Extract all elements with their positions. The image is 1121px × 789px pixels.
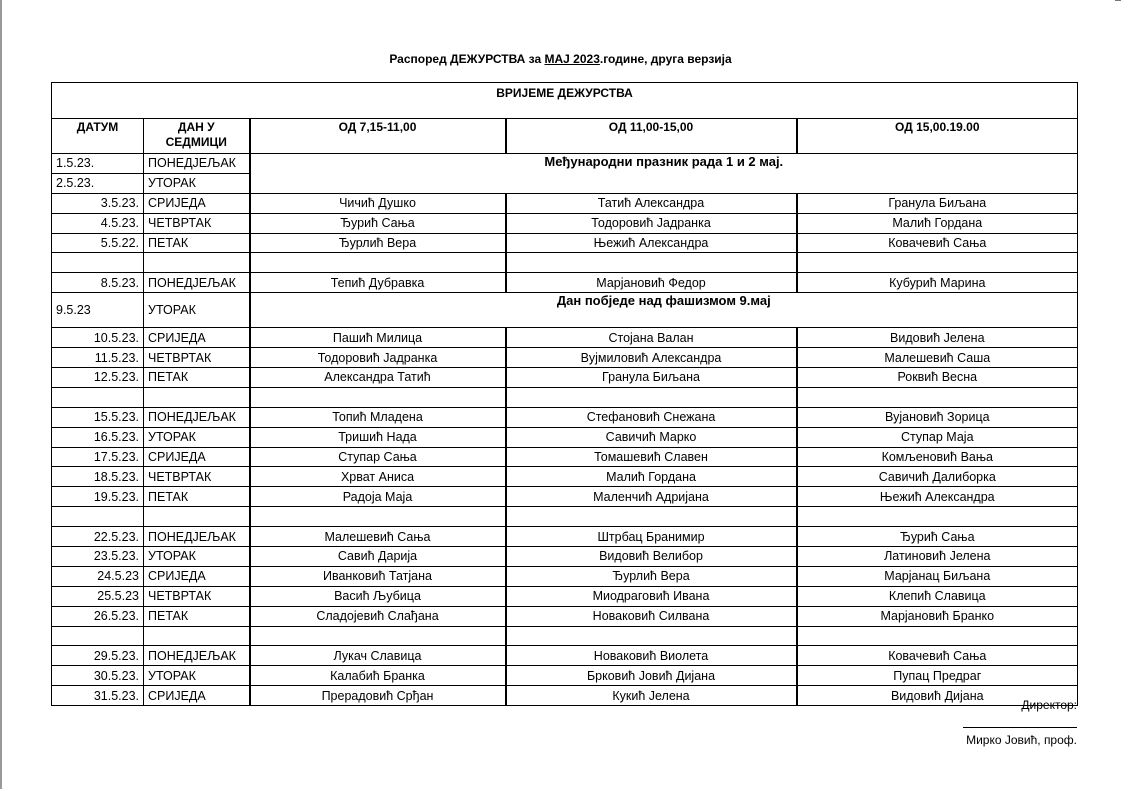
shift-3-cell: Малешевић Саша — [797, 348, 1078, 368]
shift-2-cell: Савичић Марко — [506, 427, 797, 447]
page-left-edge — [0, 0, 2, 789]
shift-3-cell: Комљеновић Вања — [797, 447, 1078, 467]
table-row — [52, 467, 1078, 487]
date-cell: 22.5.23. — [52, 527, 144, 547]
shift-2-cell: Маленчић Адријана — [506, 487, 797, 507]
day-cell: ПЕТАК — [144, 487, 250, 507]
shift-2-cell: Томашевић Славен — [506, 447, 797, 467]
shift-1-cell: Васић Љубица — [250, 586, 506, 606]
spacer-row — [52, 626, 1078, 646]
shift-1-cell: Сладојевић Слађана — [250, 606, 506, 626]
table-row — [52, 233, 1078, 253]
signature-line — [963, 727, 1077, 728]
day-cell: ПОНЕДЈЕЉАК — [144, 407, 250, 427]
shift-2-cell: Гранула Биљана — [506, 368, 797, 388]
shift-2-cell: Стојана Валан — [506, 328, 797, 348]
day-cell: СРИЈЕДА — [144, 328, 250, 348]
table-row — [52, 293, 1078, 328]
shift-3-cell: Клепић Славица — [797, 586, 1078, 606]
table-row — [52, 566, 1078, 586]
shift-1-cell: Хрват Аниса — [250, 467, 506, 487]
shift-2-cell: Брковић Јовић Дијана — [506, 666, 797, 686]
table-row — [52, 213, 1078, 233]
date-cell: 17.5.23. — [52, 447, 144, 467]
day-cell: СРИЈЕДА — [144, 447, 250, 467]
shift-3-cell: Ступар Маја — [797, 427, 1078, 447]
shift-3-cell: Малић Гордана — [797, 213, 1078, 233]
title-month: МАЈ 2023 — [544, 52, 600, 66]
date-cell: 25.5.23 — [52, 586, 144, 606]
empty-cell — [506, 387, 797, 407]
shift-2-cell: Марјановић Федор — [506, 273, 797, 293]
day-cell: УТОРАК — [144, 547, 250, 567]
shift-3-cell: Пупац Предраг — [797, 666, 1078, 686]
shift-1-cell: Радоја Маја — [250, 487, 506, 507]
shift-2-cell: Ђурлић Вера — [506, 566, 797, 586]
header-shift-2: ОД 11,00-15,00 — [506, 119, 797, 154]
shift-3-cell: Ковачевић Сања — [797, 233, 1078, 253]
header-shift-1: ОД 7,15-11,00 — [250, 119, 506, 154]
empty-cell — [144, 253, 250, 273]
duty-schedule-table — [51, 82, 1078, 706]
table-row — [52, 686, 1078, 706]
shift-2-cell: Новаковић Силвана — [506, 606, 797, 626]
page-corner-mark — [1115, 0, 1121, 1]
day-cell: ПОНЕДЈЕЉАК — [144, 154, 250, 174]
empty-cell — [797, 387, 1078, 407]
signature-label: Директор: — [1021, 698, 1077, 712]
date-cell: 23.5.23. — [52, 547, 144, 567]
shift-3-cell: Савичић Далиборка — [797, 467, 1078, 487]
shift-1-cell: Калабић Бранка — [250, 666, 506, 686]
shift-2-cell: Њежић Александра — [506, 233, 797, 253]
shift-2-cell: Вујмиловић Александра — [506, 348, 797, 368]
shift-2-cell: Стефановић Снежана — [506, 407, 797, 427]
date-cell: 2.5.23. — [52, 173, 144, 193]
table-row — [52, 273, 1078, 293]
shift-2-cell: Видовић Велибор — [506, 547, 797, 567]
day-cell: ПЕТАК — [144, 368, 250, 388]
date-cell: 10.5.23. — [52, 328, 144, 348]
date-cell: 19.5.23. — [52, 487, 144, 507]
empty-cell — [250, 387, 506, 407]
date-cell: 12.5.23. — [52, 368, 144, 388]
date-cell: 5.5.22. — [52, 233, 144, 253]
shift-3-cell: Кубурић Марина — [797, 273, 1078, 293]
shift-1-cell: Топић Младена — [250, 407, 506, 427]
shift-3-cell: Марјанац Биљана — [797, 566, 1078, 586]
shift-2-cell: Кукић Јелена — [506, 686, 797, 706]
table-row — [52, 368, 1078, 388]
date-cell: 30.5.23. — [52, 666, 144, 686]
shift-3-cell: Латиновић Јелена — [797, 547, 1078, 567]
date-cell: 11.5.23. — [52, 348, 144, 368]
empty-cell — [52, 626, 144, 646]
empty-cell — [250, 253, 506, 273]
day-cell: ПОНЕДЈЕЉАК — [144, 527, 250, 547]
shift-2-cell: Малић Гордана — [506, 467, 797, 487]
empty-cell — [797, 626, 1078, 646]
shift-2-cell: Татић Александра — [506, 193, 797, 213]
table-row — [52, 427, 1078, 447]
shift-2-cell: Новаковић Виолета — [506, 646, 797, 666]
shift-1-cell: Лукач Славица — [250, 646, 506, 666]
day-cell: ПОНЕДЈЕЉАК — [144, 646, 250, 666]
table-row — [52, 193, 1078, 213]
shift-3-cell: Вујановић Зорица — [797, 407, 1078, 427]
empty-cell — [144, 387, 250, 407]
shift-1-cell: Тепић Дубравка — [250, 273, 506, 293]
date-cell: 9.5.23 — [52, 293, 144, 328]
shift-1-cell: Ступар Сања — [250, 447, 506, 467]
header-day: ДАН У СЕДМИЦИ — [144, 119, 250, 154]
shift-1-cell: Ђурић Сања — [250, 213, 506, 233]
empty-cell — [144, 626, 250, 646]
empty-cell — [52, 253, 144, 273]
shift-3-cell: Видовић Јелена — [797, 328, 1078, 348]
shift-1-cell: Пашић Милица — [250, 328, 506, 348]
empty-cell — [144, 507, 250, 527]
column-header-row — [52, 119, 1078, 154]
shift-1-cell: Тришић Нада — [250, 427, 506, 447]
empty-cell — [250, 626, 506, 646]
date-cell: 15.5.23. — [52, 407, 144, 427]
table-row — [52, 407, 1078, 427]
shift-2-cell: Тодоровић Јадранка — [506, 213, 797, 233]
shift-1-cell: Иванковић Татјана — [250, 566, 506, 586]
date-cell: 8.5.23. — [52, 273, 144, 293]
date-cell: 29.5.23. — [52, 646, 144, 666]
shift-3-cell: Видовић Дијана — [797, 686, 1078, 706]
shift-3-cell: Роквић Весна — [797, 368, 1078, 388]
document-title — [0, 52, 1121, 66]
empty-cell — [52, 507, 144, 527]
date-cell: 18.5.23. — [52, 467, 144, 487]
date-cell: 1.5.23. — [52, 154, 144, 174]
day-cell: ПОНЕДЈЕЉАК — [144, 273, 250, 293]
holiday-labour-day: Међународни празник рада 1 и 2 мај. — [250, 154, 1078, 194]
day-cell: ПЕТАК — [144, 233, 250, 253]
table-row — [52, 666, 1078, 686]
date-cell: 24.5.23 — [52, 566, 144, 586]
day-cell: СРИЈЕДА — [144, 686, 250, 706]
shift-3-cell: Гранула Биљана — [797, 193, 1078, 213]
title-suffix: .године, друга верзија — [599, 52, 732, 66]
shift-1-cell: Прерадовић Срђан — [250, 686, 506, 706]
day-cell: СРИЈЕДА — [144, 566, 250, 586]
signature-name: Мирко Јовић, проф. — [966, 733, 1077, 747]
shift-2-cell: Штрбац Бранимир — [506, 527, 797, 547]
shift-2-cell: Миодраговић Ивана — [506, 586, 797, 606]
shift-1-cell: Савић Дарија — [250, 547, 506, 567]
table-row — [52, 447, 1078, 467]
day-cell: ЧЕТВРТАК — [144, 348, 250, 368]
shift-3-cell: Ђурић Сања — [797, 527, 1078, 547]
empty-cell — [506, 626, 797, 646]
date-cell: 3.5.23. — [52, 193, 144, 213]
shift-3-cell: Њежић Александра — [797, 487, 1078, 507]
band-header-row — [52, 83, 1078, 119]
table-row — [52, 154, 1078, 174]
day-cell: УТОРАК — [144, 293, 250, 328]
table-row — [52, 586, 1078, 606]
shift-3-cell: Марјановић Бранко — [797, 606, 1078, 626]
date-cell: 31.5.23. — [52, 686, 144, 706]
spacer-row — [52, 507, 1078, 527]
shift-3-cell: Ковачевић Сања — [797, 646, 1078, 666]
empty-cell — [250, 507, 506, 527]
band-header: ВРИЈЕМЕ ДЕЖУРСТВА — [52, 83, 1078, 119]
date-cell: 4.5.23. — [52, 213, 144, 233]
shift-1-cell: Ђурлић Вера — [250, 233, 506, 253]
shift-1-cell: Александра Татић — [250, 368, 506, 388]
table-row — [52, 646, 1078, 666]
day-cell: УТОРАК — [144, 666, 250, 686]
empty-cell — [797, 507, 1078, 527]
day-cell: ПЕТАК — [144, 606, 250, 626]
header-date: ДАТУМ — [52, 119, 144, 154]
day-cell: УТОРАК — [144, 427, 250, 447]
table-row — [52, 348, 1078, 368]
shift-1-cell: Малешевић Сања — [250, 527, 506, 547]
shift-1-cell: Чичић Душко — [250, 193, 506, 213]
shift-1-cell: Тодоровић Јадранка — [250, 348, 506, 368]
day-cell: УТОРАК — [144, 173, 250, 193]
table-row — [52, 527, 1078, 547]
day-cell: ЧЕТВРТАК — [144, 586, 250, 606]
header-shift-3: ОД 15,00.19.00 — [797, 119, 1078, 154]
empty-cell — [506, 507, 797, 527]
empty-cell — [52, 387, 144, 407]
day-cell: СРИЈЕДА — [144, 193, 250, 213]
table-row — [52, 487, 1078, 507]
holiday-victory-day: Дан побједе над фашизмом 9.мај — [250, 293, 1078, 328]
empty-cell — [797, 253, 1078, 273]
spacer-row — [52, 253, 1078, 273]
table-row — [52, 547, 1078, 567]
date-cell: 16.5.23. — [52, 427, 144, 447]
spacer-row — [52, 387, 1078, 407]
empty-cell — [506, 253, 797, 273]
date-cell: 26.5.23. — [52, 606, 144, 626]
day-cell: ЧЕТВРТАК — [144, 213, 250, 233]
table-row — [52, 328, 1078, 348]
day-cell: ЧЕТВРТАК — [144, 467, 250, 487]
title-prefix: Распоред ДЕЖУРСТВА за — [389, 52, 545, 66]
table-row — [52, 606, 1078, 626]
